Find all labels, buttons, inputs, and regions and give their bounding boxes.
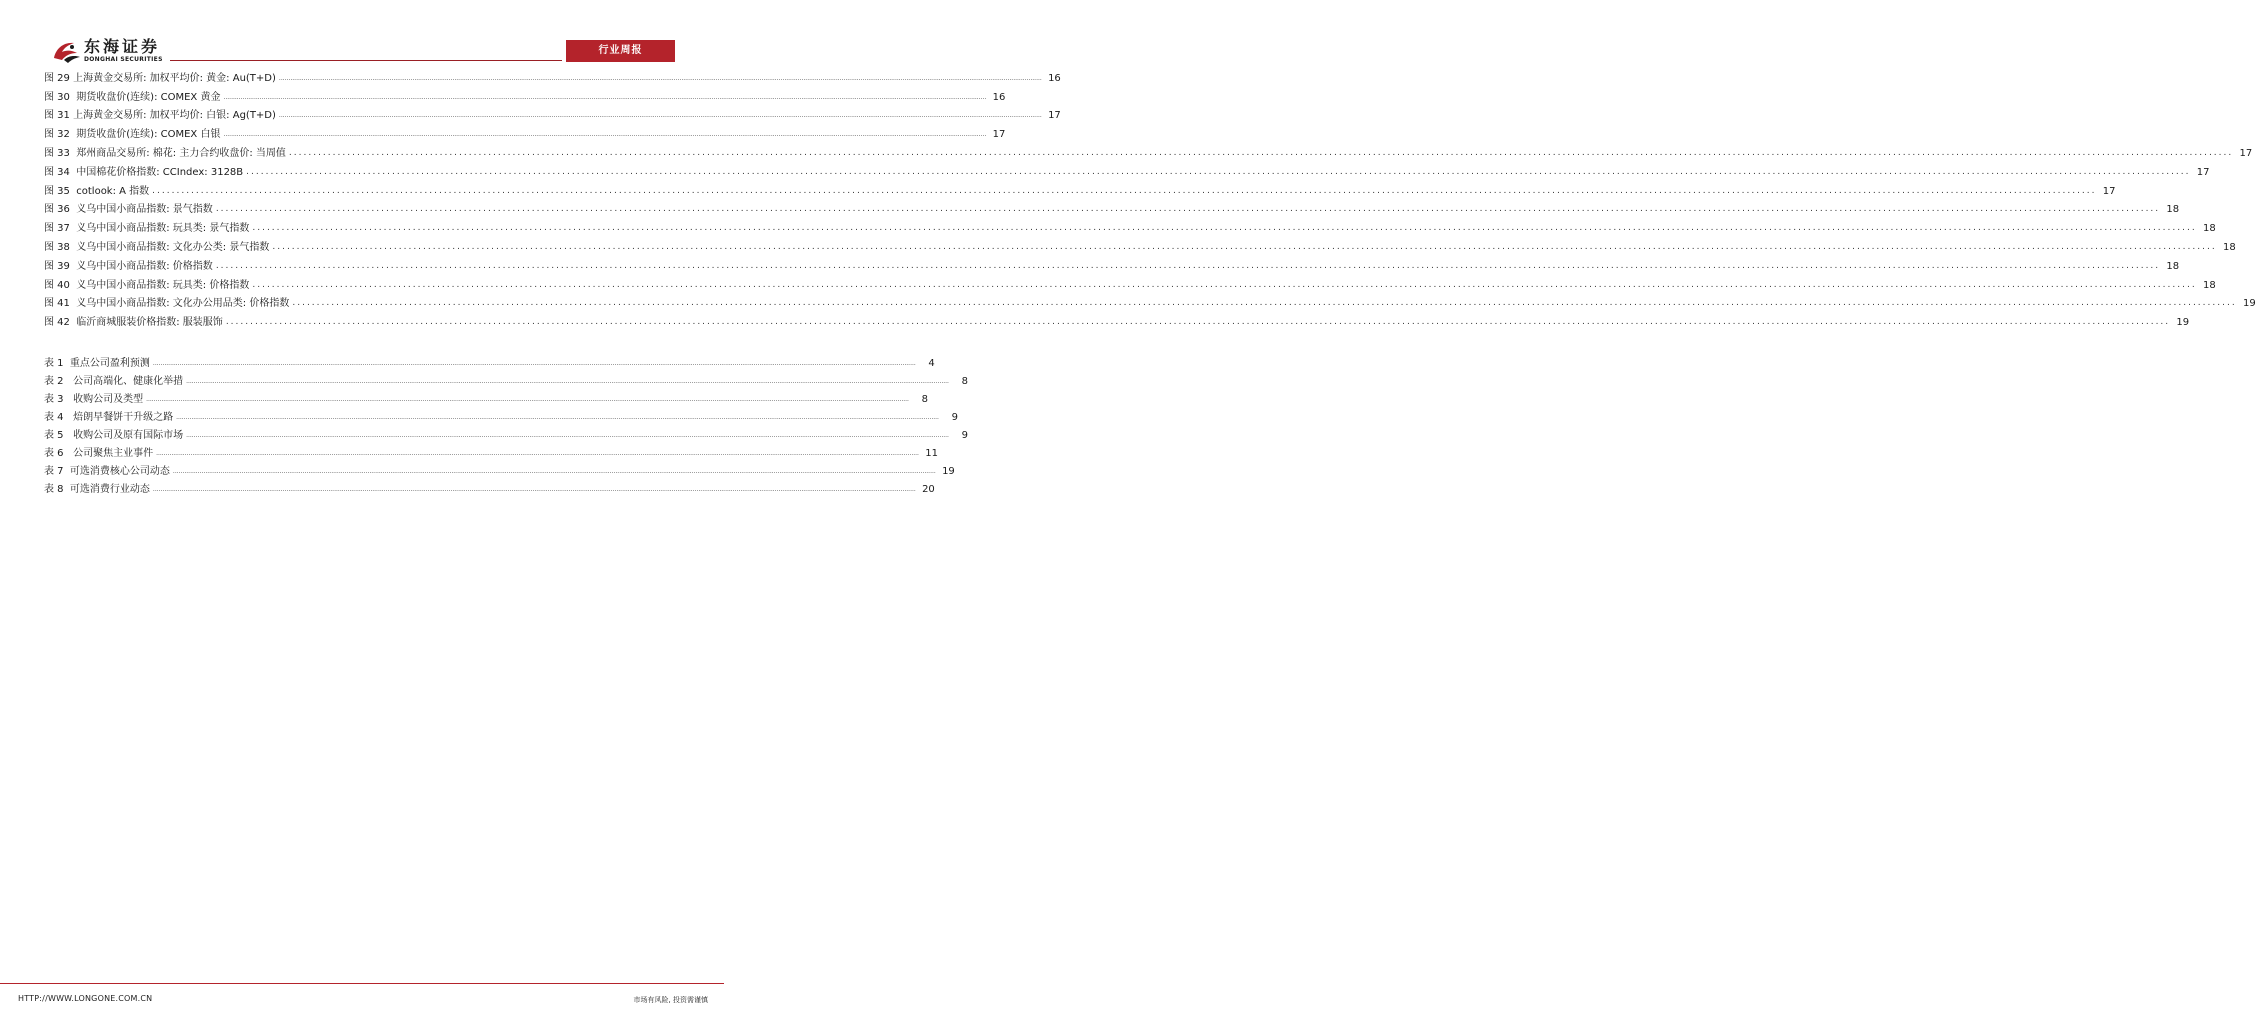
leader-dots: ................................................................................................................................................................................................................................................................................................................................................................................................................ — [186, 432, 949, 439]
brand-name-cn: 东海证券 — [84, 37, 161, 56]
figure-toc-entry[interactable] — [44, 122, 1006, 141]
table-toc-entry-label: 表 1 重点公司盈利预测 — [44, 358, 150, 369]
figure-toc-entry[interactable] — [44, 198, 2180, 217]
page-header — [0, 0, 724, 66]
leader-dots: ................................................................................................................................................................................................................................................................................................................................................................................................................ — [225, 317, 2171, 328]
figure-toc-entry-label: 图 40 义乌中国小商品指数: 玩具类: 价格指数 — [44, 279, 250, 291]
figure-toc-entry[interactable] — [44, 310, 2190, 329]
figure-toc-entry-page-number: 17 — [992, 129, 1006, 141]
table-toc-entry[interactable] — [44, 424, 968, 442]
leader-dots: ................................................................................................................................................................................................................................................................................................................................................................................................................ — [223, 93, 987, 101]
figure-toc-entry-label: 图 30 期货收盘价(连续): COMEX 黄金 — [44, 91, 221, 103]
figure-toc-entry-label: 图 31 上海黄金交易所: 加权平均价: 白银: Ag(T+D) — [44, 110, 276, 122]
table-toc-entry[interactable] — [44, 460, 955, 478]
figure-toc-entry-page-number: 17 — [2102, 185, 2116, 197]
figure-toc-entry-label: 图 41 义乌中国小商品指数: 文化办公用品类: 价格指数 — [44, 298, 290, 310]
leader-dots: ................................................................................................................................................................................................................................................................................................................................................................................................................ — [215, 204, 2161, 215]
leader-dots: ................................................................................................................................................................................................................................................................................................................................................................................................................ — [223, 131, 987, 139]
report-type-badge: 行业周报 — [566, 40, 675, 62]
figure-toc-entry[interactable] — [44, 216, 2216, 235]
leader-dots: ................................................................................................................................................................................................................................................................................................................................................................................................................ — [252, 279, 2197, 290]
figure-toc-entry[interactable] — [44, 104, 1061, 123]
table-toc-entry-page-number: 11 — [925, 448, 938, 459]
figure-toc-entry-page-number: 18 — [2202, 223, 2216, 235]
figure-toc-entry-page-number: 16 — [1048, 72, 1061, 84]
donghai-logo-icon — [50, 38, 82, 64]
brand-name-en: DONGHAI SECURITIES — [84, 56, 163, 63]
figure-toc-entry-page-number: 18 — [2202, 279, 2216, 291]
table-toc-entry[interactable] — [44, 370, 968, 388]
figure-toc-entry-page-number: 17 — [2239, 147, 2253, 159]
figure-toc-entry-label: 图 39 义乌中国小商品指数: 价格指数 — [44, 260, 213, 272]
leader-dots: ................................................................................................................................................................................................................................................................................................................................................................................................................ — [278, 112, 1042, 120]
leader-dots: ................................................................................................................................................................................................................................................................................................................................................................................................................ — [252, 223, 2197, 234]
table-toc-entry[interactable] — [44, 352, 935, 370]
leader-dots: ................................................................................................................................................................................................................................................................................................................................................................................................................ — [176, 414, 939, 421]
table-toc-entry[interactable] — [44, 406, 958, 424]
table-toc-entry[interactable] — [44, 478, 935, 496]
figure-toc-entry-page-number: 18 — [2222, 241, 2236, 253]
leader-dots: ................................................................................................................................................................................................................................................................................................................................................................................................................ — [186, 378, 949, 385]
figure-toc-entry-label: 图 35 cotlook: A 指数 — [44, 185, 150, 197]
table-toc-entry-page-number: 19 — [942, 466, 955, 477]
leader-dots: ................................................................................................................................................................................................................................................................................................................................................................................................................ — [278, 74, 1042, 82]
table-toc-entry-label: 表 3 收购公司及类型 — [44, 394, 144, 405]
leader-dots: ................................................................................................................................................................................................................................................................................................................................................................................................................ — [288, 147, 2234, 158]
figure-toc-entry-label: 图 42 临沂商城服装价格指数: 服装服饰 — [44, 317, 223, 329]
figure-toc-entry[interactable] — [44, 66, 1061, 85]
leader-dots: ................................................................................................................................................................................................................................................................................................................................................................................................................ — [146, 396, 909, 403]
figure-toc-entry[interactable] — [44, 292, 2256, 311]
table-toc-entry-label: 表 7 可选消费核心公司动态 — [44, 466, 170, 477]
figure-toc-entry-label: 图 29 上海黄金交易所: 加权平均价: 黄金: Au(T+D) — [44, 72, 276, 84]
leader-dots: ................................................................................................................................................................................................................................................................................................................................................................................................................ — [272, 241, 2217, 252]
leader-dots: ................................................................................................................................................................................................................................................................................................................................................................................................................ — [172, 468, 936, 475]
figure-toc-entry-page-number: 19 — [2176, 317, 2190, 329]
figure-toc-entry-label: 图 37 义乌中国小商品指数: 玩具类: 景气指数 — [44, 223, 250, 235]
leader-dots: ................................................................................................................................................................................................................................................................................................................................................................................................................ — [292, 298, 2237, 309]
footer-divider — [0, 983, 724, 984]
figure-toc-entry-page-number: 19 — [2242, 298, 2256, 310]
table-toc-entry-label: 表 5 收购公司及原有国际市场 — [44, 430, 184, 441]
table-toc-entry-label: 表 6 公司聚焦主业事件 — [44, 448, 154, 459]
table-toc-entry-page-number: 4 — [928, 358, 935, 369]
figure-toc-entry[interactable] — [44, 273, 2216, 292]
figure-toc-entry[interactable] — [44, 160, 2210, 179]
figure-toc-entry[interactable] — [44, 254, 2180, 273]
table-toc-entry-label: 表 2 公司高端化、健康化举措 — [44, 376, 184, 387]
leader-dots: ................................................................................................................................................................................................................................................................................................................................................................................................................ — [246, 166, 2191, 177]
table-toc-entry-page-number: 8 — [961, 376, 968, 387]
table-toc-entry-page-number: 8 — [921, 394, 928, 405]
table-list — [44, 352, 968, 496]
figure-toc-entry-label: 图 38 义乌中国小商品指数: 文化办公类: 景气指数 — [44, 241, 270, 253]
figure-toc-entry[interactable] — [44, 85, 1006, 104]
table-toc-entry-page-number: 9 — [961, 430, 968, 441]
footer-website-link[interactable]: HTTP://WWW.LONGONE.COM.CN — [18, 994, 153, 1003]
table-toc-entry-label: 表 4 焙朗早餐饼干升级之路 — [44, 412, 174, 423]
leader-dots: ................................................................................................................................................................................................................................................................................................................................................................................................................ — [215, 260, 2161, 271]
figure-toc-entry[interactable] — [44, 141, 2253, 160]
table-toc-entry[interactable] — [44, 388, 928, 406]
figure-toc-entry[interactable] — [44, 235, 2236, 254]
header-divider — [170, 60, 562, 61]
table-toc-entry-page-number: 20 — [922, 484, 935, 495]
figure-list — [44, 66, 2256, 329]
table-toc-entry-label: 表 8 可选消费行业动态 — [44, 484, 150, 495]
figure-toc-entry-page-number: 16 — [992, 91, 1006, 103]
leader-dots: ................................................................................................................................................................................................................................................................................................................................................................................................................ — [152, 360, 916, 367]
figure-toc-entry-label: 图 34 中国棉花价格指数: CCIndex: 3128B — [44, 166, 244, 178]
figure-toc-entry[interactable] — [44, 179, 2116, 198]
leader-dots: ................................................................................................................................................................................................................................................................................................................................................................................................................ — [152, 486, 916, 493]
figure-toc-entry-label: 图 33 郑州商品交易所: 棉花: 主力合约收盘价: 当周值 — [44, 147, 286, 159]
figure-toc-entry-page-number: 18 — [2166, 260, 2180, 272]
figure-toc-entry-page-number: 17 — [1048, 110, 1061, 122]
figure-toc-entry-page-number: 17 — [2196, 166, 2210, 178]
footer-risk-note: 市场有风险, 投资需谨慎 — [633, 996, 708, 1004]
figure-toc-entry-label: 图 36 义乌中国小商品指数: 景气指数 — [44, 204, 213, 216]
table-toc-entry[interactable] — [44, 442, 938, 460]
leader-dots: ................................................................................................................................................................................................................................................................................................................................................................................................................ — [152, 185, 2097, 196]
figure-toc-entry-label: 图 32 期货收盘价(连续): COMEX 白银 — [44, 129, 221, 141]
table-toc-entry-page-number: 9 — [951, 412, 958, 423]
figure-toc-entry-page-number: 18 — [2166, 204, 2180, 216]
leader-dots: ................................................................................................................................................................................................................................................................................................................................................................................................................ — [156, 450, 919, 457]
